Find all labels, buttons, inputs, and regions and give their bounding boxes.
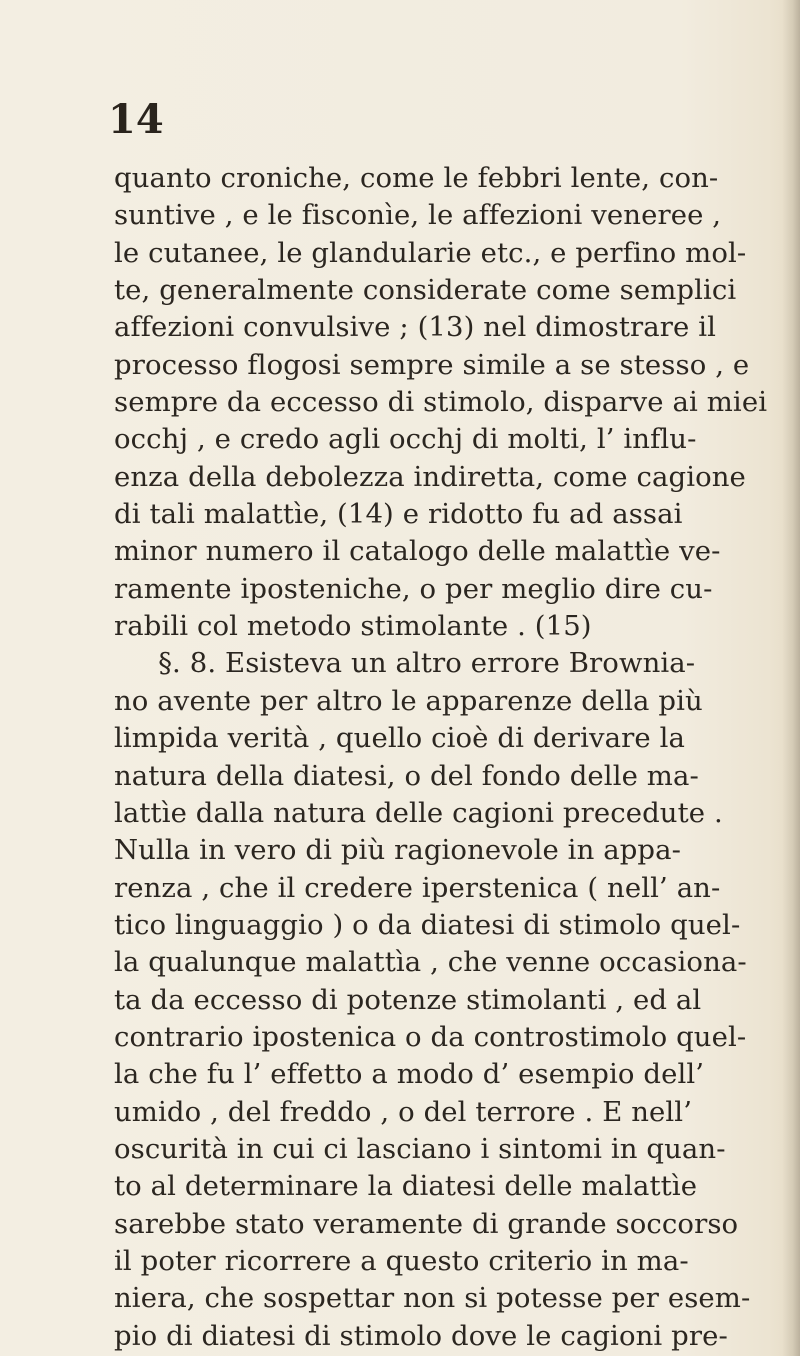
page-number: 14 (108, 96, 164, 143)
text-line: le cutanee, le glandularie etc., e perfino mol- (114, 236, 747, 269)
text-line: minor numero il catalogo delle malattìe ve- (114, 535, 721, 568)
text-line: umido , del freddo , o del terrore . E nell’ (114, 1095, 693, 1128)
text-line: rabili col metodo stimolante . (15) (114, 610, 592, 643)
text-line: niera, che sospettar non si potesse per esem- (114, 1282, 751, 1315)
text-line: enza della debolezza indiretta, come cagione (114, 460, 746, 493)
text-line: sempre da eccesso di stimolo, disparve ai miei (114, 386, 768, 419)
text-line: ta da eccesso di potenze stimolanti , ed al (114, 983, 702, 1016)
text-line: occhj , e credo agli occhj di molti, l’ influ- (114, 423, 697, 456)
text-line: quanto croniche, come le febbri lente, con- (114, 162, 719, 194)
text-line: renza , che il credere iperstenica ( nell’ an- (114, 871, 721, 904)
text-line: no avente per altro le apparenze della più (114, 684, 703, 717)
text-line: te, generalmente considerate come semplici (114, 274, 737, 307)
text-line: pio di diatesi di stimolo dove le cagioni pre- (114, 1319, 728, 1352)
text-line: natura della diatesi, o del fondo delle ma- (114, 759, 699, 792)
text-line: sarebbe stato veramente di grande soccorso (114, 1207, 739, 1240)
text-line: tico linguaggio ) o da diatesi di stimolo quel- (114, 908, 741, 941)
text-line: la che fu l’ effetto a modo d’ esempio dell’ (114, 1058, 705, 1091)
text-line: ramente iposteniche, o per meglio dire cu- (114, 572, 713, 605)
text-line: oscurità in cui ci lasciano i sintomi in quan- (114, 1132, 726, 1165)
text-line: lattìe dalla natura delle cagioni precedute . (114, 796, 723, 829)
body-text (114, 160, 800, 1355)
text-line: la qualunque malattìa , che venne occasiona- (114, 946, 747, 979)
text-line: affezioni convulsive ; (13) nel dimostrare il (114, 311, 716, 344)
page-edge-shadow (782, 0, 800, 1356)
section-heading-line: §. 8. Esisteva un altro errore Brownia- (114, 647, 696, 680)
text-line: Nulla in vero di più ragionevole in appa- (114, 834, 682, 867)
text-line: contrario ipostenica o da controstimolo quel- (114, 1020, 747, 1053)
text-line: suntive , e le fisconìe, le affezioni veneree , (114, 199, 722, 232)
text-line: limpida verità , quello cioè di derivare la (114, 722, 686, 755)
text-line: di tali malattìe, (14) e ridotto fu ad assai (114, 498, 683, 531)
text-line: processo flogosi sempre simile a se stesso , e (114, 348, 750, 381)
text-line: to al determinare la diatesi delle malattìe (114, 1170, 698, 1203)
text-line: il poter ricorrere a questo criterio in ma- (114, 1244, 689, 1277)
